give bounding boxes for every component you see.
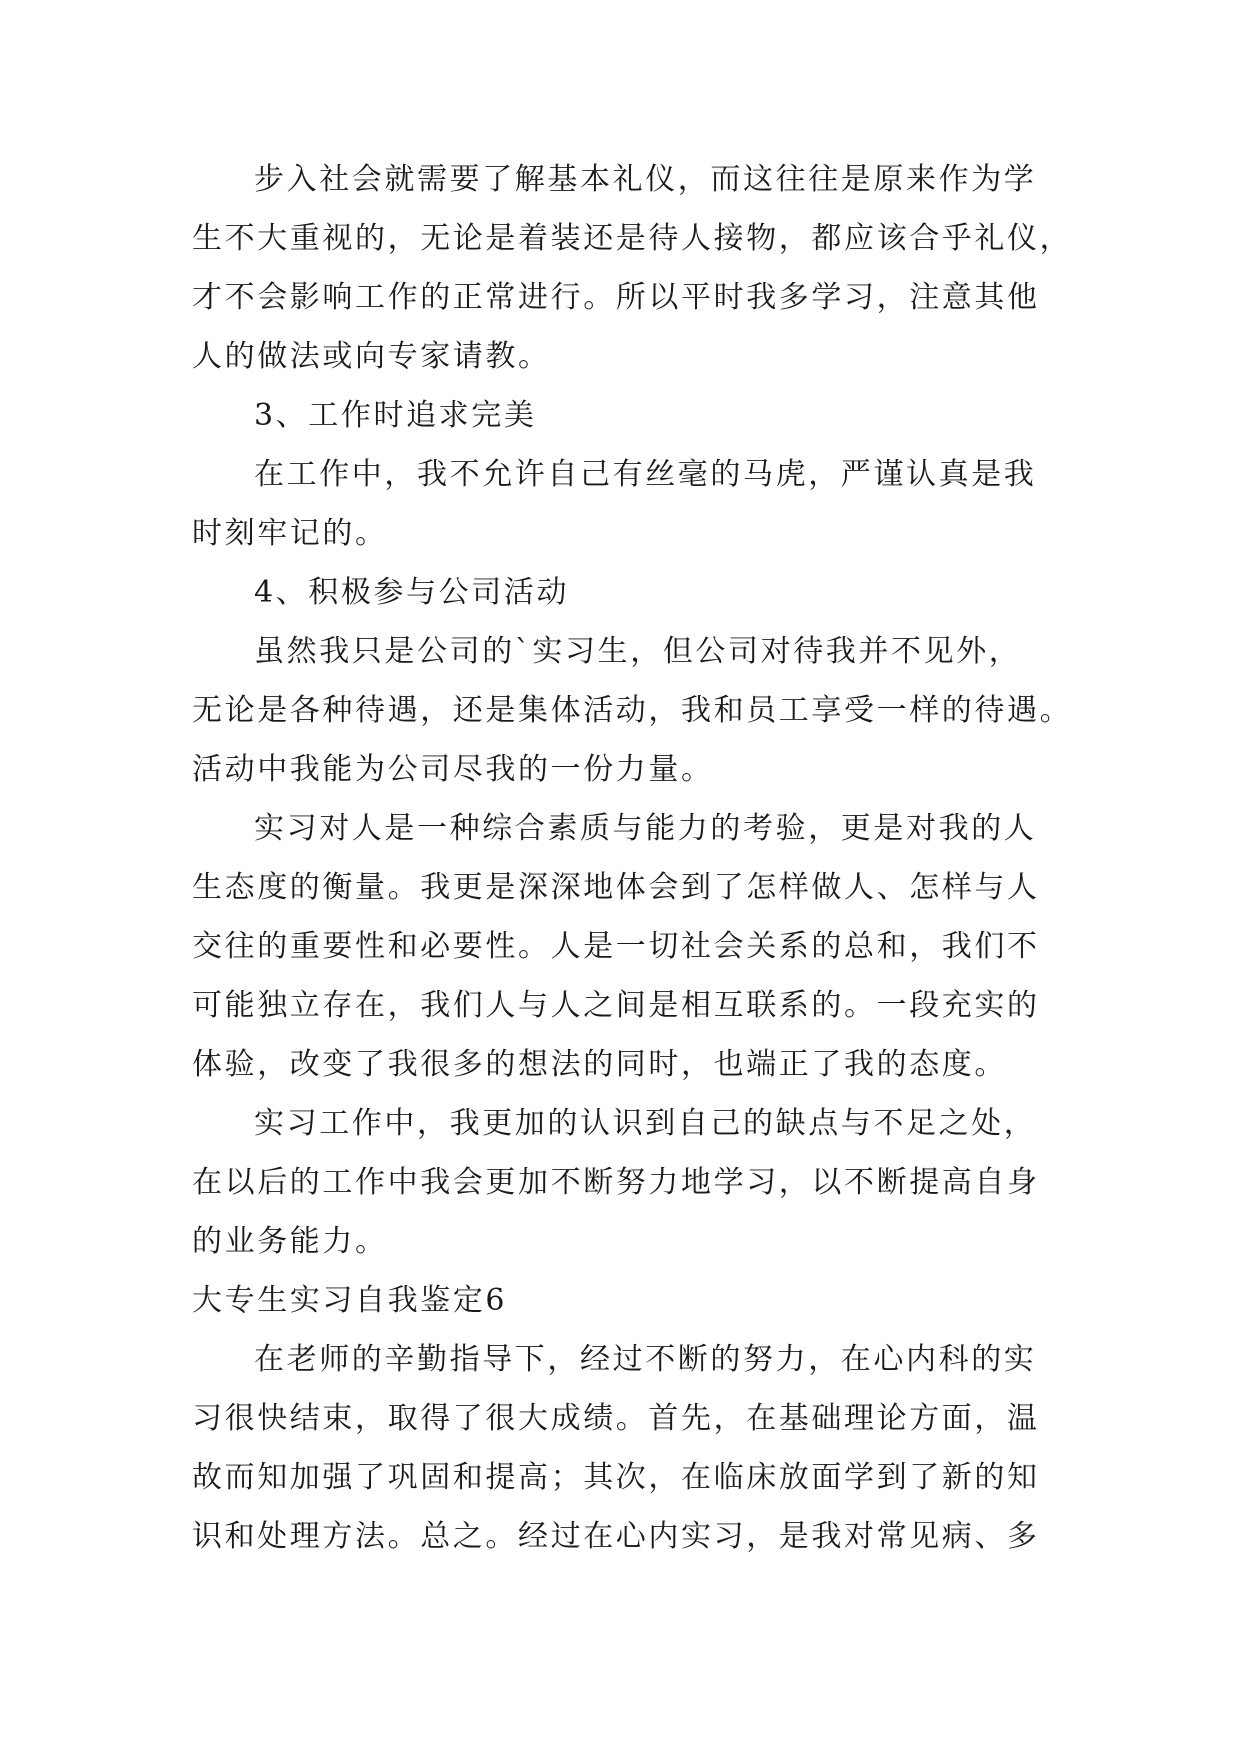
text-line: 在工作中，我不允许自己有丝毫的马虎，严谨认真是我 (254, 457, 1037, 492)
text-line: 活动中我能为公司尽我的一份力量。 (192, 752, 714, 787)
text-line: 交往的重要性和必要性。人是一切社会关系的总和，我们不 (192, 929, 1040, 964)
text-line: 习很快结束，取得了很大成绩。首先，在基础理论方面，温 (192, 1401, 1040, 1436)
text-line: 生不大重视的，无论是着装还是待人接物，都应该合乎礼仪， (192, 221, 1073, 256)
text-line: 3、工作时追求完美 (254, 398, 537, 433)
text-line: 体验，改变了我很多的想法的同时，也端正了我的态度。 (192, 1047, 1007, 1082)
text-line: 的业务能力。 (192, 1224, 388, 1259)
text-line: 虽然我只是公司的`实习生，但公司对待我并不见外， (254, 634, 1022, 669)
text-line: 人的做法或向专家请教。 (192, 339, 551, 374)
text-line: 步入社会就需要了解基本礼仪，而这往往是原来作为学 (254, 162, 1037, 197)
text-line: 实习对人是一种综合素质与能力的考验，更是对我的人 (254, 811, 1037, 846)
text-line: 才不会影响工作的正常进行。所以平时我多学习，注意其他 (192, 280, 1040, 315)
text-line: 在以后的工作中我会更加不断努力地学习，以不断提高自身 (192, 1165, 1040, 1200)
text-line: 识和处理方法。总之。经过在心内实习，是我对常见病、多 (192, 1519, 1040, 1554)
text-line: 4、积极参与公司活动 (254, 575, 570, 610)
text-line: 大专生实习自我鉴定6 (192, 1283, 508, 1318)
text-line: 实习工作中，我更加的认识到自己的缺点与不足之处， (254, 1106, 1037, 1141)
text-line: 在老师的辛勤指导下，经过不断的努力，在心内科的实 (254, 1342, 1037, 1377)
text-line: 故而知加强了巩固和提高；其次，在临床放面学到了新的知 (192, 1460, 1040, 1495)
text-line: 无论是各种待遇，还是集体活动，我和员工享受一样的待遇。 (192, 693, 1073, 728)
text-line: 生态度的衡量。我更是深深地体会到了怎样做人、怎样与人 (192, 870, 1040, 905)
text-line: 可能独立存在，我们人与人之间是相互联系的。一段充实的 (192, 988, 1040, 1023)
text-line: 时刻牢记的。 (192, 516, 388, 551)
document-body (192, 150, 1073, 1566)
